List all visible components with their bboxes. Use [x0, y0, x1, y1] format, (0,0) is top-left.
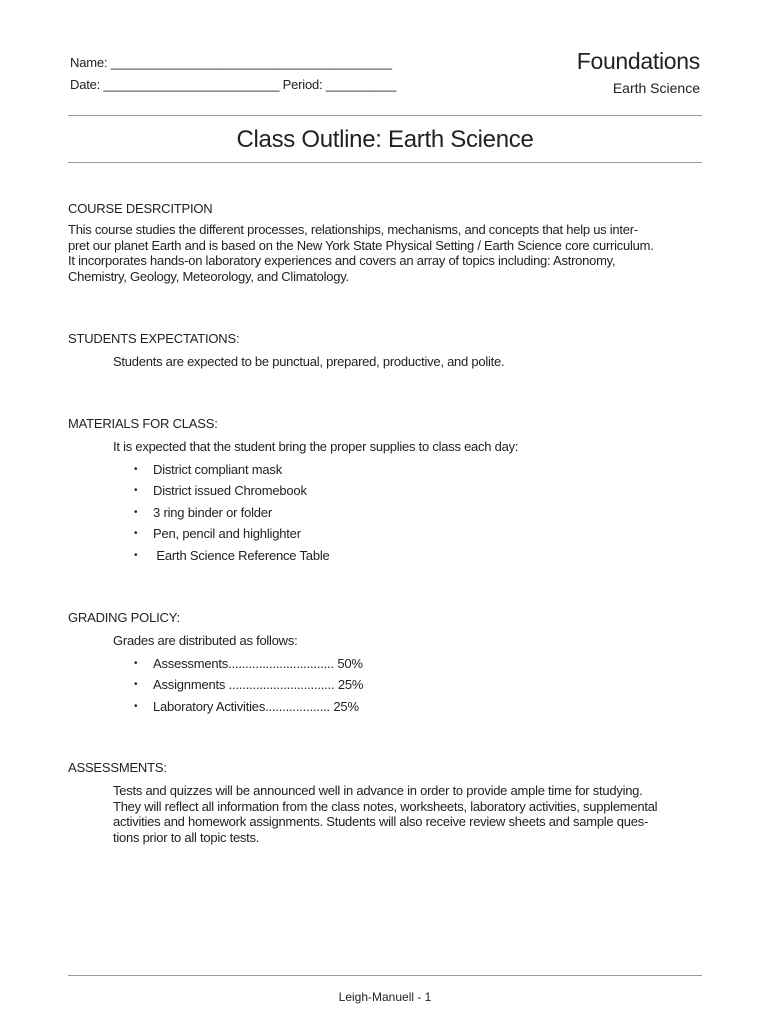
- expectations-text: Students are expected to be punctual, prepared, productive, and polite.: [113, 354, 505, 369]
- bullet-icon: •: [134, 463, 138, 475]
- assessments-heading: ASSESSMENTS:: [68, 760, 167, 775]
- bullet-icon: •: [134, 679, 138, 691]
- divider-top: [68, 115, 702, 116]
- grading-heading: GRADING POLICY:: [68, 610, 180, 625]
- course-description-line: This course studies the different processes, relationships, mechanisms, and concepts that help us inter-: [68, 222, 638, 237]
- assessments-line: Tests and quizzes will be announced well in advance in order to provide ample time for studying.: [113, 783, 643, 798]
- grading-intro: Grades are distributed as follows:: [113, 633, 298, 648]
- student-info-block: [70, 52, 396, 96]
- materials-section: [68, 416, 702, 566]
- grading-list: [68, 653, 702, 718]
- list-item: • 3 ring binder or folder: [134, 502, 702, 524]
- grading-section: [68, 610, 702, 717]
- list-item: • Earth Science Reference Table: [134, 545, 702, 567]
- page-title: Class Outline: Earth Science: [236, 126, 534, 153]
- bullet-icon: •: [134, 528, 138, 540]
- assessments-line: activities and homework assignments. Students will also receive review sheets and sample ques-: [113, 814, 649, 829]
- materials-list: [68, 459, 702, 567]
- subject-label: Earth Science: [612, 80, 700, 96]
- bullet-icon: •: [134, 549, 138, 561]
- page-footer: Leigh-Manuell - 1: [338, 990, 432, 1004]
- materials-heading: MATERIALS FOR CLASS:: [68, 416, 218, 431]
- list-item: • Pen, pencil and highlighter: [134, 523, 702, 545]
- name-line: Name: ________________________________________: [70, 55, 392, 70]
- materials-intro: It is expected that the student bring the proper supplies to class each day:: [113, 439, 519, 454]
- brand-title: Foundations: [576, 48, 700, 74]
- expectations-heading: STUDENTS EXPECTATIONS:: [68, 331, 240, 346]
- list-item: • Assessments............................... 50%: [134, 653, 702, 675]
- assessments-line: They will reflect all information from the class notes, worksheets, laboratory activities, supplemental: [113, 798, 658, 814]
- course-description-heading: COURSE DESRCITPION: [68, 201, 213, 216]
- expectations-section: [68, 331, 702, 370]
- list-item: • District issued Chromebook: [134, 480, 702, 502]
- bullet-icon: •: [134, 485, 138, 497]
- course-description-line: It incorporates hands-on laboratory experiences and covers an array of topics including: Astronomy,: [68, 253, 616, 268]
- course-description-line: pret our planet Earth and is based on the New York State Physical Setting / Earth Science core curriculum.: [68, 237, 654, 253]
- assessments-line: tions prior to all topic tests.: [113, 829, 260, 845]
- list-item: • Assignments ............................... 25%: [134, 674, 702, 696]
- divider-title: [68, 162, 702, 163]
- course-description-line: Chemistry, Geology, Meteorology, and Climatology.: [68, 268, 349, 284]
- list-item: • District compliant mask: [134, 459, 702, 481]
- divider-footer: [68, 975, 702, 976]
- course-description-section: [68, 201, 702, 284]
- list-item: • Laboratory Activities................... 25%: [134, 696, 702, 718]
- bullet-icon: •: [134, 657, 138, 669]
- date-period-line: Date: _________________________ Period: __________: [70, 77, 397, 92]
- bullet-icon: •: [134, 506, 138, 518]
- bullet-icon: •: [134, 700, 138, 712]
- assessments-section: [68, 760, 702, 845]
